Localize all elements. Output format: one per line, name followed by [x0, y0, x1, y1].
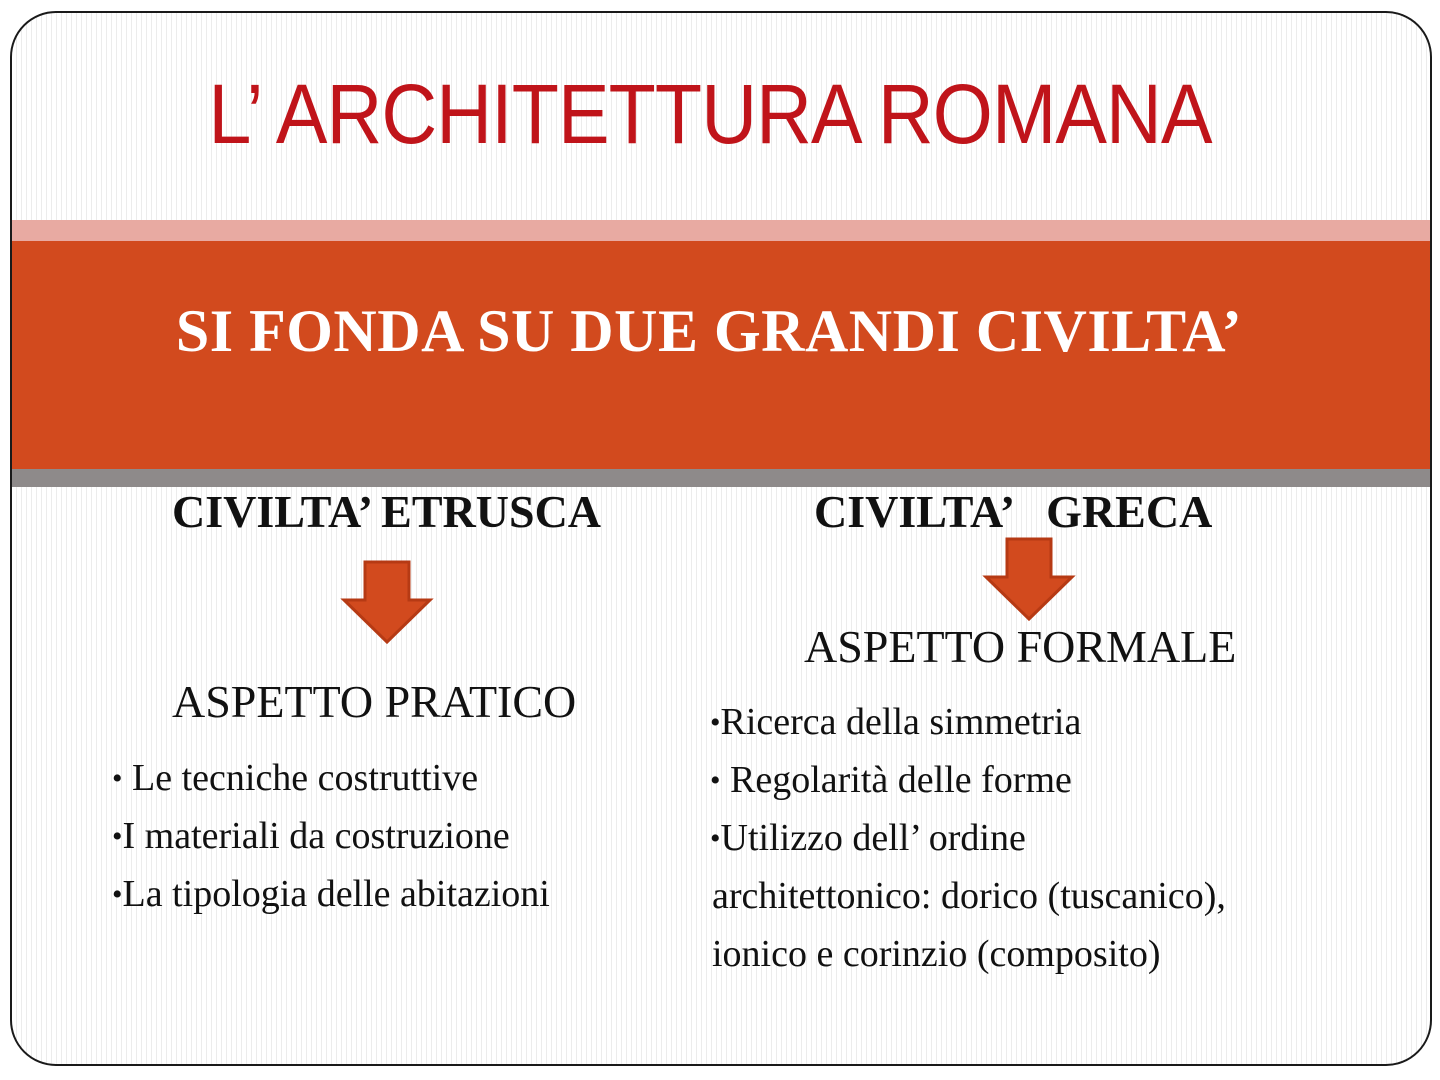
bullet-icon: •	[112, 820, 123, 853]
aspect-pratico: ASPETTO PRATICO	[172, 676, 577, 727]
list-item: •La tipologia delle abitazioni	[112, 865, 550, 923]
bullet-icon: •	[112, 878, 123, 911]
list-item: •Ricerca della simmetria	[710, 693, 1081, 751]
list-item: •Utilizzo dell’ ordine	[710, 809, 1081, 867]
bullet-icon: •	[710, 822, 721, 855]
band-top-stripe	[12, 220, 1430, 241]
ordine-continuation-line-2: ionico e corinzio (composito)	[712, 933, 1161, 975]
bullet-icon: •	[112, 762, 123, 795]
ordine-continuation-line-1: architettonico: dorico (tuscanico),	[712, 875, 1226, 917]
list-item: •I materiali da costruzione	[112, 807, 550, 865]
list-item: • Regolarità delle forme	[710, 751, 1081, 809]
bullet-icon: •	[710, 706, 721, 739]
slide-title: L’ ARCHITETTURA ROMANA	[208, 67, 1212, 161]
etrusca-list	[112, 749, 550, 923]
heading-etrusca: CIVILTA’ ETRUSCA	[172, 486, 602, 537]
list-item: • Le tecniche costruttive	[112, 749, 550, 807]
slide-subtitle: SI FONDA SU DUE GRANDI CIVILTA’	[175, 298, 1243, 364]
aspect-formale: ASPETTO FORMALE	[804, 621, 1237, 672]
arrow-down-icon	[340, 560, 434, 646]
heading-greca: CIVILTA’ GRECA	[814, 486, 1213, 537]
arrow-down-icon	[982, 537, 1076, 623]
greca-list	[710, 693, 1081, 867]
bullet-icon: •	[710, 764, 721, 797]
